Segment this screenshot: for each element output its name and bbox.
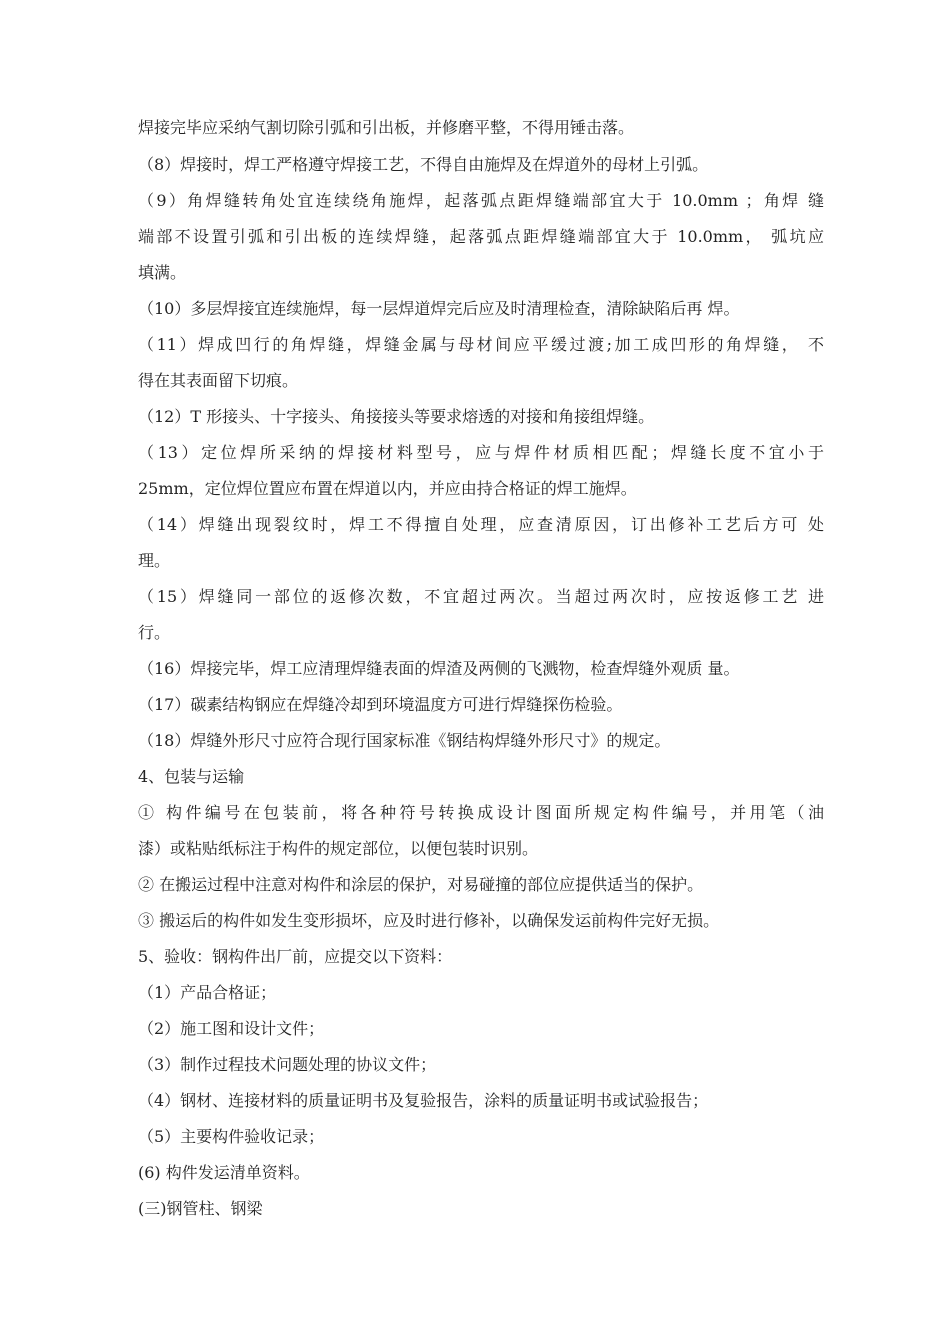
text-line: ② 在搬运过程中注意对构件和涂层的保护，对易碰撞的部位应提供适当的保护。 [138, 875, 704, 894]
text-line: （11）焊成凹行的角焊缝，焊缝金属与母材间应平缓过渡;加工成凹形的角焊缝， 不 [138, 335, 824, 354]
text-line: （14）焊缝出现裂纹时，焊工不得擅自处理，应查清原因，订出修补工艺后方可 处 [138, 515, 824, 534]
text-line: 5、验收：钢构件出厂前，应提交以下资料： [138, 947, 453, 966]
text-line: （5）主要构件验收记录； [138, 1127, 325, 1146]
text-line: （13）定位焊所采纳的焊接材料型号，应与焊件材质相匹配；焊缝长度不宜小于 [138, 443, 824, 462]
text-line: （10）多层焊接宜连续施焊，每一层焊道焊完后应及时清理检查，清除缺陷后再 焊。 [138, 299, 740, 318]
text-line: 理。 [138, 551, 171, 570]
text-line: ① 构件编号在包装前，将各种符号转换成设计图面所规定构件编号，并用笔（油 [138, 803, 824, 822]
text-line: （12）T 形接头、十字接头、角接接头等要求熔透的对接和角接组焊缝。 [138, 407, 655, 426]
text-line: ③ 搬运后的构件如发生变形损坏，应及时进行修补，以确保发运前构件完好无损。 [138, 911, 720, 930]
text-line: （17）碳素结构钢应在焊缝冷却到环境温度方可进行焊缝探伤检验。 [138, 695, 623, 714]
text-line: （15）焊缝同一部位的返修次数，不宜超过两次。当超过两次时，应按返修工艺 进 [138, 587, 824, 606]
text-line: （18）焊缝外形尺寸应符合现行国家标准《钢结构焊缝外形尺寸》的规定。 [138, 731, 671, 750]
text-line: 25mm，定位焊位置应布置在焊道以内，并应由持合格证的焊工施焊。 [138, 479, 637, 498]
text-line: (三)钢管柱、钢梁 [138, 1199, 263, 1218]
text-line: （2）施工图和设计文件； [138, 1019, 325, 1038]
text-line: (6) 构件发运清单资料。 [138, 1163, 310, 1182]
text-line: 4、包装与运输 [138, 767, 245, 786]
text-line: （8）焊接时，焊工严格遵守焊接工艺，不得自由施焊及在焊道外的母材上引弧。 [138, 155, 709, 174]
text-line: （3）制作过程技术问题处理的协议文件； [138, 1055, 437, 1074]
text-line: （4）钢材、连接材料的质量证明书及复验报告，涂料的质量证明书或试验报告； [138, 1091, 709, 1110]
text-line: （16）焊接完毕，焊工应清理焊缝表面的焊渣及两侧的飞溅物，检查焊缝外观质 量。 [138, 659, 740, 678]
text-line: 行。 [138, 623, 171, 642]
text-line: （1）产品合格证； [138, 983, 277, 1002]
text-line: 填满。 [138, 263, 187, 282]
text-line: 得在其表面留下切痕。 [138, 371, 299, 390]
text-line: 漆）或粘贴纸标注于构件的规定部位，以便包装时识别。 [138, 839, 539, 858]
text-line: 焊接完毕应采纳气割切除引弧和引出板，并修磨平整，不得用锤击落。 [138, 118, 635, 137]
text-line: （9）角焊缝转角处宜连续绕角施焊，起落弧点距焊缝端部宜大于 10.0mm ；角焊 缝 [138, 191, 824, 210]
text-line: 端部不设置引弧和引出板的连续焊缝，起落弧点距焊缝端部宜大于 10.0mm， 弧坑应 [138, 227, 824, 246]
